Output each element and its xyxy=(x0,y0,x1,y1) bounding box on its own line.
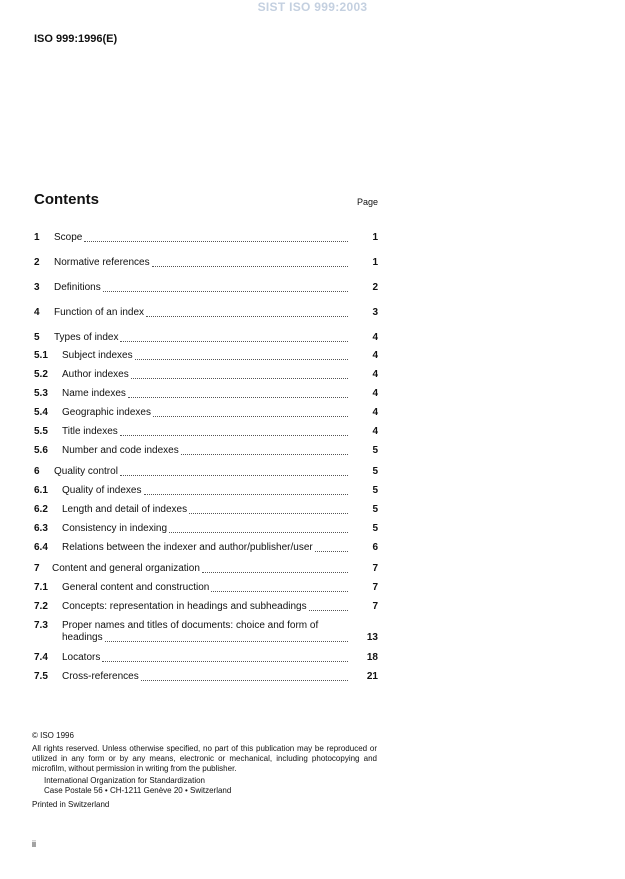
toc-entry-page: 18 xyxy=(366,652,378,663)
toc-entry[interactable] xyxy=(34,542,378,554)
toc-entry[interactable] xyxy=(34,232,378,244)
dot-leader xyxy=(120,341,348,342)
toc-entry-title: Content and general organization xyxy=(52,563,200,574)
toc-entry[interactable] xyxy=(34,485,378,497)
toc-entry[interactable] xyxy=(34,620,378,644)
toc-entry[interactable] xyxy=(34,369,378,381)
toc-entry-title: Scope xyxy=(54,232,83,243)
toc-entry-page: 7 xyxy=(372,563,378,574)
toc-entry-title: Quality of indexes xyxy=(62,485,142,496)
toc-entry-title: General content and construction xyxy=(62,582,210,593)
toc-entry-number: 6 xyxy=(34,466,40,477)
toc-entry-number: 1 xyxy=(34,232,40,243)
toc-entry-title: Title indexes xyxy=(62,426,118,437)
toc-entry-title: Consistency in indexing xyxy=(62,523,168,534)
toc-entry-number: 5.5 xyxy=(34,426,48,437)
dot-leader xyxy=(169,532,348,533)
toc-entry[interactable] xyxy=(34,601,378,613)
toc-entry-number: 2 xyxy=(34,257,40,268)
dot-leader xyxy=(128,397,348,398)
toc-entry-number: 3 xyxy=(34,282,40,293)
dot-leader xyxy=(141,680,348,681)
toc-entry-number: 5.3 xyxy=(34,388,48,399)
toc-entry-title: Quality control xyxy=(54,466,118,477)
toc-entry-title: Number and code indexes xyxy=(62,445,179,456)
toc-entry[interactable] xyxy=(34,388,378,400)
toc-entry-title: Subject indexes xyxy=(62,350,133,361)
toc-entry-page: 4 xyxy=(372,388,378,399)
toc-entry-number: 7.2 xyxy=(34,601,48,612)
dot-leader xyxy=(135,359,348,360)
printed-in: Printed in Switzerland xyxy=(32,800,110,809)
toc-entry[interactable] xyxy=(34,504,378,516)
toc-entry-page: 3 xyxy=(372,307,378,318)
toc-entry-number: 6.1 xyxy=(34,485,48,496)
toc-entry[interactable] xyxy=(34,350,378,362)
dot-leader xyxy=(144,494,349,495)
toc-entry-number: 5.2 xyxy=(34,369,48,380)
toc-entry[interactable] xyxy=(34,257,378,269)
toc-entry-number: 4 xyxy=(34,307,40,318)
watermark: SIST ISO 999:2003 xyxy=(257,0,368,14)
toc-entry-page: 4 xyxy=(372,407,378,418)
toc-entry-title-continued: headings xyxy=(62,632,103,643)
toc-entry-number: 7.4 xyxy=(34,652,48,663)
dot-leader xyxy=(84,241,348,242)
toc-entry[interactable] xyxy=(34,671,378,683)
dot-leader xyxy=(146,316,348,317)
toc-entry-number: 5 xyxy=(34,332,40,343)
toc-entry-title: Definitions xyxy=(54,282,101,293)
dot-leader xyxy=(103,291,348,292)
dot-leader xyxy=(152,266,348,267)
toc-entry[interactable] xyxy=(34,307,378,319)
toc-entry[interactable] xyxy=(34,582,378,594)
copyright-block xyxy=(32,731,377,810)
toc-entry-title: Locators xyxy=(62,652,101,663)
toc-entry[interactable] xyxy=(34,523,378,535)
toc-entry[interactable] xyxy=(34,407,378,419)
dot-leader xyxy=(120,475,348,476)
dot-leader xyxy=(153,416,348,417)
dot-leader xyxy=(189,513,348,514)
dot-leader xyxy=(131,378,348,379)
toc-entry-title: Concepts: representation in headings and subheadings xyxy=(62,601,307,612)
toc-entry-page: 21 xyxy=(366,671,378,682)
dot-leader xyxy=(102,661,348,662)
toc-entry-title: Normative references xyxy=(54,257,150,268)
copyright-line: © ISO 1996 xyxy=(32,731,74,740)
toc-entry-title: Name indexes xyxy=(62,388,126,399)
toc-entry-title: Proper names and titles of documents: choice and form of xyxy=(62,620,319,631)
toc-entry-page: 1 xyxy=(372,257,378,268)
toc-entry[interactable] xyxy=(34,445,378,457)
toc-entry-number: 5.4 xyxy=(34,407,48,418)
organization-name: International Organization for Standardization xyxy=(44,776,205,785)
toc-entry-page: 5 xyxy=(372,485,378,496)
toc-entry[interactable] xyxy=(34,466,378,478)
toc-entry-title: Types of index xyxy=(54,332,119,343)
toc-entry-page: 4 xyxy=(372,350,378,361)
toc-entry-page: 4 xyxy=(372,332,378,343)
dot-leader xyxy=(181,454,348,455)
page-column-label: Page xyxy=(356,197,378,207)
dot-leader xyxy=(105,641,348,642)
toc-entry[interactable] xyxy=(34,282,378,294)
dot-leader xyxy=(202,572,348,573)
toc-entry-page: 5 xyxy=(372,504,378,515)
toc-entry-number: 7.1 xyxy=(34,582,48,593)
toc-entry[interactable] xyxy=(34,426,378,438)
toc-entry-page: 5 xyxy=(372,445,378,456)
toc-entry-page: 4 xyxy=(372,369,378,380)
toc-entry-title: Cross-references xyxy=(62,671,139,682)
toc-entry-number: 7.5 xyxy=(34,671,48,682)
dot-leader xyxy=(211,591,348,592)
toc-entry-number: 6.4 xyxy=(34,542,48,553)
toc-entry-number: 6.2 xyxy=(34,504,48,515)
toc-entry-title: Length and detail of indexes xyxy=(62,504,188,515)
toc-entry-page: 7 xyxy=(372,582,378,593)
toc-entry-page: 7 xyxy=(372,601,378,612)
toc-entry-title: Geographic indexes xyxy=(62,407,151,418)
toc-entry-page: 4 xyxy=(372,426,378,437)
dot-leader xyxy=(120,435,348,436)
toc-entry-page: 5 xyxy=(372,466,378,477)
toc-entry-title: Author indexes xyxy=(62,369,129,380)
toc-entry-title: Function of an index xyxy=(54,307,145,318)
dot-leader xyxy=(315,551,348,552)
toc-entry-page: 5 xyxy=(372,523,378,534)
toc-entry-number: 7 xyxy=(34,563,40,574)
contents-title: Contents xyxy=(34,191,99,208)
toc-entry-number: 5.6 xyxy=(34,445,48,456)
toc-entry-number: 6.3 xyxy=(34,523,48,534)
toc-entry-page: 13 xyxy=(366,632,378,643)
page-folio: ii xyxy=(32,839,36,849)
toc-entry-title: Relations between the indexer and author/publisher/user xyxy=(62,542,313,553)
toc-entry[interactable] xyxy=(34,332,378,344)
toc-entry-page: 6 xyxy=(372,542,378,553)
toc-entry-number: 7.3 xyxy=(34,620,48,631)
dot-leader xyxy=(309,610,348,611)
toc-entry[interactable] xyxy=(34,652,378,664)
document-reference: ISO 999:1996(E) xyxy=(34,33,118,45)
organization-address: Case Postale 56 • CH-1211 Genève 20 • Switzerland xyxy=(44,786,232,795)
toc-entry-page: 1 xyxy=(372,232,378,243)
rights-statement: All rights reserved. Unless otherwise specified, no part of this publication may be reproduced or utilized in any form or by any means, electronic or mechanical, including photocopying and microfilm, without permission in writing from the publisher. xyxy=(32,744,377,773)
toc-entry[interactable] xyxy=(34,563,378,575)
toc-entry-page: 2 xyxy=(372,282,378,293)
toc-entry-number: 5.1 xyxy=(34,350,48,361)
